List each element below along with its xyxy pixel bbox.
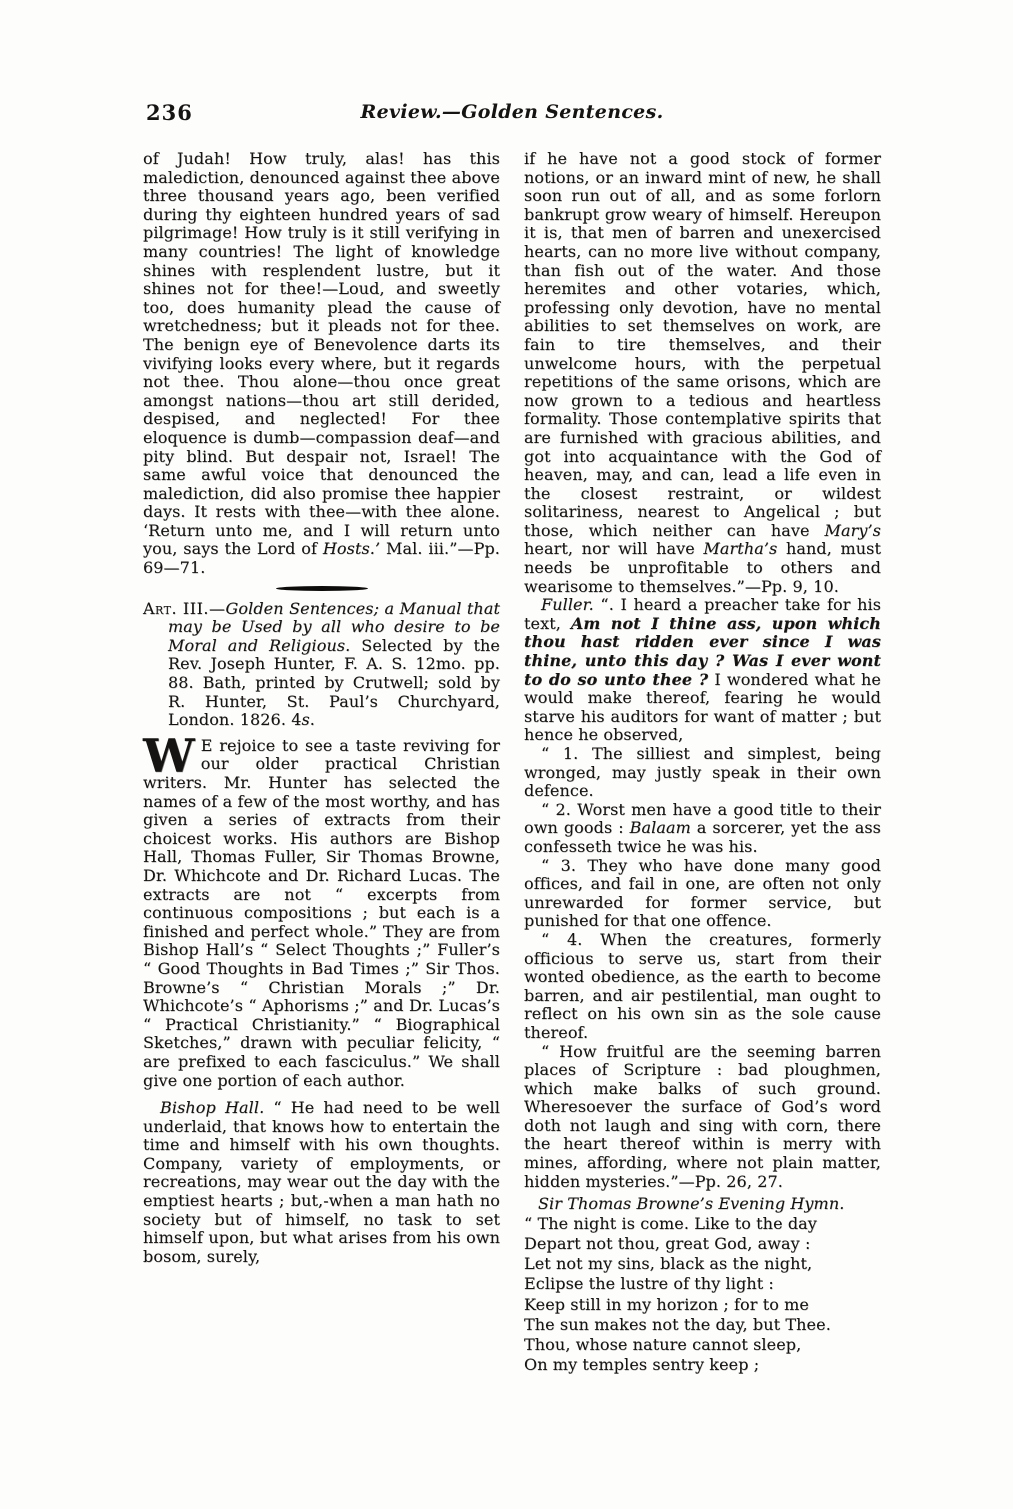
body-text: if he have not a good stock of former notions, or an inward mint of new, he shall soon run out of all, and as some forlorn bankrupt grow weary of himself. Hereupon it is, that men of barren and unexercised hearts, can no more live without company, than fish out of the water. And those heremites and other votaries, which, professing only devotion, have no mental abilities to set themselves on work, are fain to tire themselves, and their unwelcome hours, with the perpetual repetitions of the same orisons, which are now grown to a tedious and heartless formality. Those contemplative spirits that are furnished with gracious abilities, and got into acquaintance with the God of heaven, may, and can, lead a life even in the closest restraint, or wildest solitariness, nearest to Angelical ; but those, which neither can have [524, 149, 881, 540]
paragraph-fruitful [524, 1043, 881, 1192]
body-text: “ 1. The silliest and simplest, being wronged, may justly speak in their own defence. [524, 744, 881, 801]
fuller-item-4 [524, 931, 881, 1043]
page-number: 236 [146, 100, 193, 125]
fuller-item-3 [524, 857, 881, 931]
italic-text: Balaam [629, 818, 691, 838]
paragraph-fuller [524, 596, 881, 745]
body-text: “ How fruitful are the seeming barren places of Scripture : bad ploughmen, which make balks of such ground. Wheresoever the surface of God’s word doth not laugh and sing with corn, there the heart thereof within is merry with mines, affording, where not plain matter, hidden mysteries.”—Pp. 26, 27. [524, 1041, 881, 1191]
body-text: “ He had need to be well underlaid, that knows how to entertain the time and himself with his own thoughts. Company, variety of employments, or recreations, may wear out the day with the emptiest hearts ; but,-when a man hath no society but of himself, no task to set himself upon, but what arises from his own bosom, surely, [143, 1098, 500, 1266]
poem-line: “ The night is come. Like to the day [524, 1213, 817, 1233]
paragraph-judah-malediction [143, 150, 500, 578]
article-number-label: Art. III.— [143, 598, 226, 618]
poem-line: The sun makes not the day, but Thee. [524, 1314, 831, 1334]
paragraph-hall-continued [524, 150, 881, 596]
body-text: “ 2. Worst men have a good title to their own goods : [524, 799, 881, 838]
body-text: “ 3. They who have done many good offices, and fail in one, are often not only unrewarded for former service, but punished for that one offence. [524, 855, 881, 931]
body-text: E rejoice to see a taste reviving for our older practical Christian writers. Mr. Hunter has selected the names of a few of the most worthy, and has given a series of extracts from their choicest works. His authors are Bishop Hall, Thomas Fuller, Sir Thomas Browne, Dr. Whichcote and Dr. Richard Lucas. The extracts are not “ excerpts from continuous compositions ; but each is a finished and perfect whole.” They are from Bishop Hall’s “ Select Thoughts ;” Fuller’s “ Good Thoughts in Bad Times ;” Sir Thos. Browne’s “ Christian Morals ;” Dr. Whichcote’s “ Aphorisms ;” and Dr. Lucas’s “ Practical Christianity.” “ Biographical Sketches,” drawn with peculiar felicity, “ are prefixed to each fasciculus.” We shall give one portion of each author. [143, 735, 500, 1090]
poem-line: Thou, whose nature cannot sleep, [524, 1335, 802, 1355]
italic-text: Martha’s [703, 539, 778, 559]
right-column [524, 150, 881, 1375]
author-lead: Fuller. [541, 595, 594, 615]
body-text: Mal. iii.”—Pp. 69—71. [143, 539, 500, 578]
body-text: of Judah! How truly, alas! has this malediction, denounced against thee above three thousand years ago, been verified during thy eighteen hundred years of sad pilgrimage! How truly is it still verifying in many countries! The light of knowledge shines with resplendent lustre, but it shines not for thee!—Loud, and sweetly too, does humanity plead the cause of wretchedness; but it pleads not for thee. The benign eye of Benevolence darts its vivifying looks every where, but it regards not thee. Thou alone—thou once great amongst nations—thou art still derided, despised, and neglected! For thee eloquence is dumb—compassion deaf—and pity blind. But despair not, Israel! The same awful voice that denounced the malediction, did also promise thee happier days. It rests with thee—with thee alone. ‘Return unto me, and I will return unto you, says the Lord of [143, 149, 500, 559]
section-divider-rule [276, 586, 368, 591]
paragraph-bishop-hall [143, 1099, 500, 1266]
imprint-text: Selected by the Rev. Joseph Hunter, F. A. S. 12mo. pp. 88. Bath, printed by Crutwell; sold by R. Hunter, St. Paul’s Churchyard, London. 1826. 4 [168, 635, 500, 730]
poem-line: On my temples sentry keep ; [524, 1355, 760, 1375]
body-text: “. I heard a preacher take for his text, [524, 595, 881, 633]
body-text: “ 4. When the creatures, formerly officious to serve us, start from their wonted obedience, as the earth to become barren, and air pestilential, man ought to reflect on his own sin as the sole cause thereof. [524, 929, 881, 1042]
scripture-quote: Am not I thine ass, upon which thou hast ridden ever since I was thine, unto this day ? Was I ever wont to do so unto thee ? [524, 613, 882, 689]
italic-text: Mary’s [824, 520, 881, 540]
author-lead: Bishop Hall. [160, 1098, 265, 1118]
poem-line: Depart not thou, great God, away : [524, 1234, 811, 1254]
two-column-body [143, 150, 881, 1375]
poem-line: Eclipse the lustre of thy light : [524, 1274, 774, 1294]
body-text: I wondered what he would make thereof, fearing he would starve his auditors for want of matter ; but hence he observed, [524, 669, 881, 745]
drop-cap: W [143, 728, 195, 783]
poem-line: Let not my sins, black as the night, [524, 1254, 813, 1274]
fuller-item-1 [524, 745, 881, 801]
left-column [143, 150, 500, 1375]
poem-line: Keep still in my horizon ; for to me [524, 1294, 809, 1314]
body-text: hand, must needs be unprofitable to others and wearisome to themselves.”—Pp. 9, 10. [524, 539, 881, 596]
imprint-period: . [309, 710, 315, 730]
page-header [143, 100, 881, 126]
body-text: heart, nor will have [524, 539, 704, 559]
price-shilling: s [301, 710, 310, 730]
running-title: Review.—Golden Sentences. [360, 101, 664, 123]
evening-hymn-poem [524, 1214, 881, 1376]
fuller-item-2 [524, 801, 881, 857]
book-title: Golden Sentences; a Manual that may be Used by all who desire to be Moral and Religious. [168, 598, 500, 655]
hymn-heading: Sir Thomas Browne’s Evening Hymn. [538, 1194, 845, 1214]
paragraph-opening [143, 728, 500, 1090]
italic-text: Hosts.’ [322, 539, 381, 559]
body-text: a sorcerer, yet the ass confesseth twice he was his. [524, 818, 881, 856]
article-heading [143, 600, 500, 730]
